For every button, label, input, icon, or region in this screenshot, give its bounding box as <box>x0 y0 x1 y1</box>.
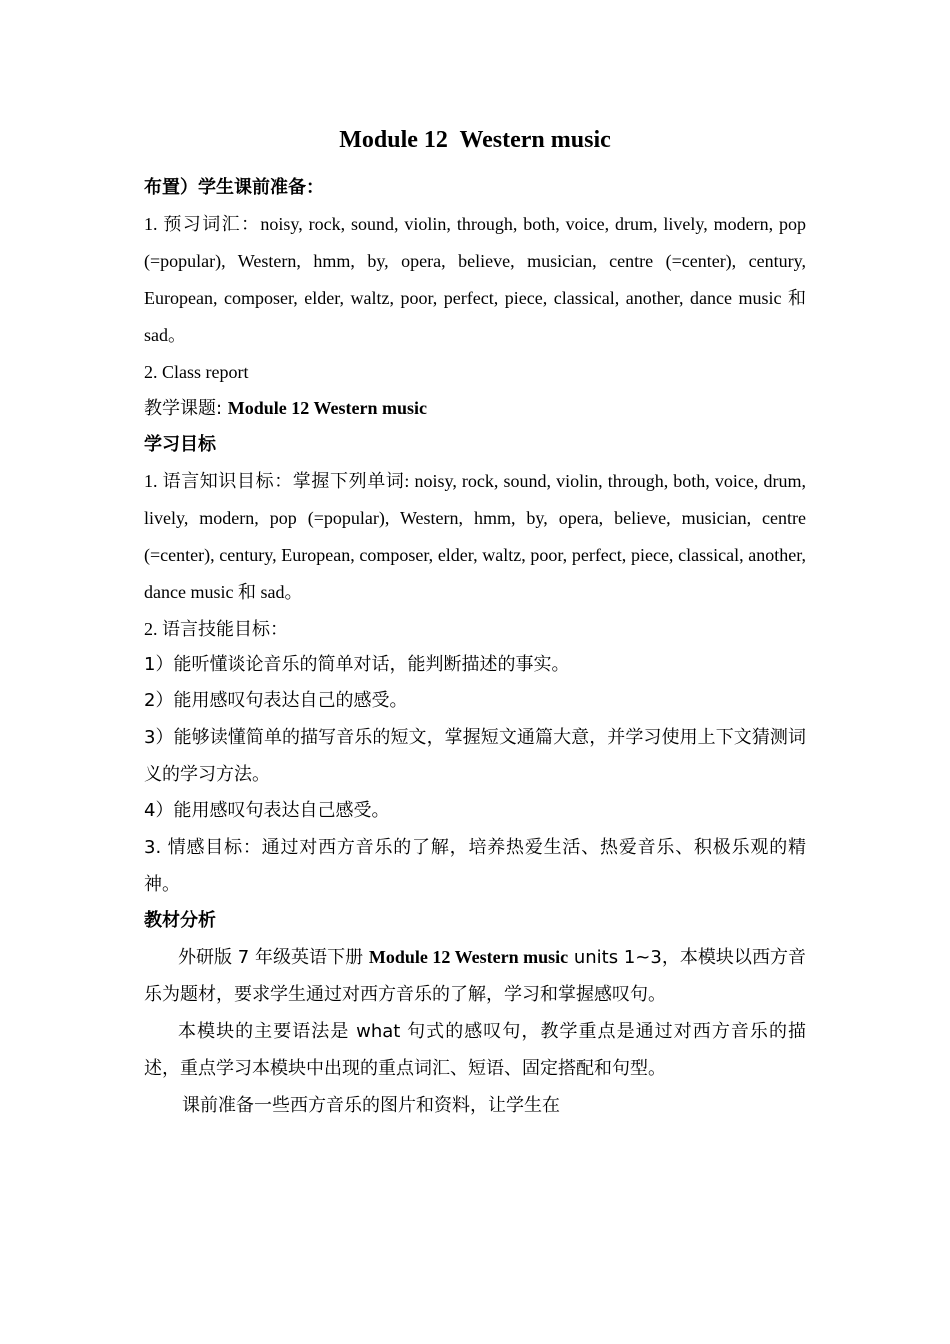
prep-heading: 布置）学生课前准备： <box>144 177 324 198</box>
document-page <box>144 118 806 1124</box>
skill-item: 4）能用感叹句表达自己感受。 <box>144 800 390 821</box>
topic-label: 教学课题: <box>144 398 228 419</box>
analysis-p1-module: Module 12 Western music <box>368 947 569 967</box>
skill-item: 1）能听懂谈论音乐的简单对话，能判断描述的事实。 <box>144 654 570 675</box>
goal-emotion: 3. 情感目标：通过对西方音乐的了解，培养热爱生活、热爱音乐、积极乐观的精神。 <box>144 837 806 895</box>
analysis-paragraph-2: 本模块的主要语法是 what 句式的感叹句，教学重点是通过对西方音乐的描述，重点学习本模块中出现的重点词汇、短语、固定搭配和句型。 <box>144 1021 806 1079</box>
analysis-paragraph-1 <box>144 939 806 1013</box>
goals-heading: 学习目标 <box>144 434 216 455</box>
analysis-p1-suffix: units 1~3，本模块以西方音乐为题材，要求学生通过对西方音乐的了解，学习和掌握感叹句。 <box>144 947 806 1005</box>
prep-item-vocabulary: 1. 预习词汇：noisy, rock, sound, violin, through, both, voice, drum, lively, modern, pop (=popular), Western, hmm, by, opera, believe, musician, centre (=center), century, European, composer, elder, waltz, poor, perfect, piece, classical, another, dance music 和 sad。 <box>144 214 806 345</box>
goal-knowledge: 1. 语言知识目标：掌握下列单词: noisy, rock, sound, violin, through, both, voice, drum, lively, modern, pop (=popular), Western, hmm, by, opera, believe, musician, centre (=center), century, European, composer, elder, waltz, poor, perfect, piece, classical, another, dance music 和 sad。 <box>144 471 806 602</box>
analysis-paragraph-3: 课前准备一些西方音乐的图片和资料，让学生在 <box>182 1095 560 1116</box>
topic-line <box>144 390 806 427</box>
document-title: Module 12 Western music <box>339 127 611 153</box>
skill-item: 2）能用感叹句表达自己的感受。 <box>144 690 408 711</box>
topic-value: Module 12 Western music <box>227 398 427 418</box>
analysis-p1-prefix: 外研版 7 年级英语下册 <box>178 947 369 968</box>
goal-skills-label: 2. 语言技能目标： <box>144 619 288 639</box>
analysis-heading: 教材分析 <box>144 910 216 931</box>
skill-item: 3）能够读懂简单的描写音乐的短文，掌握短文通篇大意，并学习使用上下文猜测词义的学习方法。 <box>144 727 806 785</box>
prep-item-class-report: 2. Class report <box>144 362 249 382</box>
